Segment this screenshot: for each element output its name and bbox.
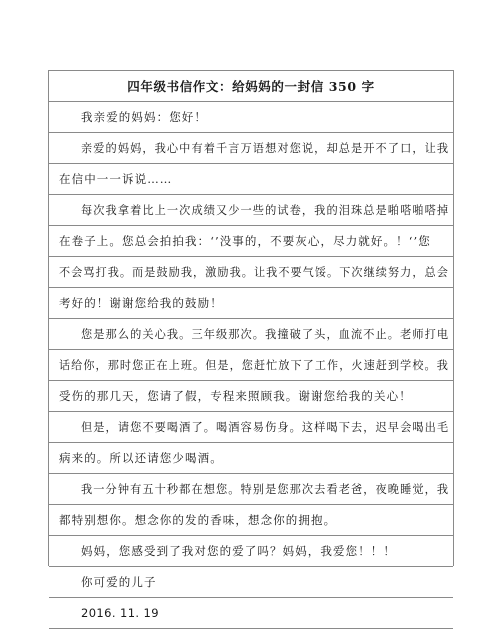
letter-line: 病来的。所以还请您少喝酒。 xyxy=(49,443,453,474)
letter-line: 话给你，那时您正在上班。但是，您赶忙放下了工作，火速赶到学校。我 xyxy=(49,350,453,381)
letter-title: 四年级书信作文：给妈妈的一封信 350 字 xyxy=(49,71,453,102)
letter-salutation: 我亲爱的妈妈：您好！ xyxy=(49,102,453,133)
letter-line: 在卷子上。您总会拍拍我：‘’没事的，不要灰心，尽力就好。！‘’您 xyxy=(49,226,453,257)
letter-line: 您是那么的关心我。三年级那次。我撞破了头，血流不止。老师打电 xyxy=(49,319,453,350)
letter-line: 受伤的那几天，您请了假，专程来照顾我。谢谢您给我的关心！ xyxy=(49,381,453,412)
letter-line: 妈妈，您感受到了我对您的爱了吗？妈妈，我爱您！！！ xyxy=(49,536,453,567)
letter-line: 每次我拿着比上一次成绩又少一些的试卷，我的泪珠总是啪嗒啪嗒掉 xyxy=(49,195,453,226)
letter-sheet xyxy=(48,70,454,620)
letter-line: 但是，请您不要喝酒了。喝酒容易伤身。这样喝下去，迟早会喝出毛 xyxy=(49,412,453,443)
letter-line: 考好的！谢谢您给我的鼓励！ xyxy=(49,288,453,319)
letter-line: 亲爱的妈妈，我心中有着千言万语想对您说，却总是开不了口，让我 xyxy=(49,133,453,164)
letter-line: 我一分钟有五十秒都在想您。特别是您那次去看老爸，夜晚睡觉，我 xyxy=(49,474,453,505)
letter-date: 2016. 11. 19 xyxy=(49,598,453,629)
letter-signature: 你可爱的儿子 xyxy=(49,567,453,598)
letter-line: 都特别想你。想念你的发的香味，想念你的拥抱。 xyxy=(49,505,453,536)
letter-line: 在信中一一诉说…… xyxy=(49,164,453,195)
letter-line: 不会骂打我。而是鼓励我，激励我。让我不要气馁。下次继续努力，总会 xyxy=(49,257,453,288)
